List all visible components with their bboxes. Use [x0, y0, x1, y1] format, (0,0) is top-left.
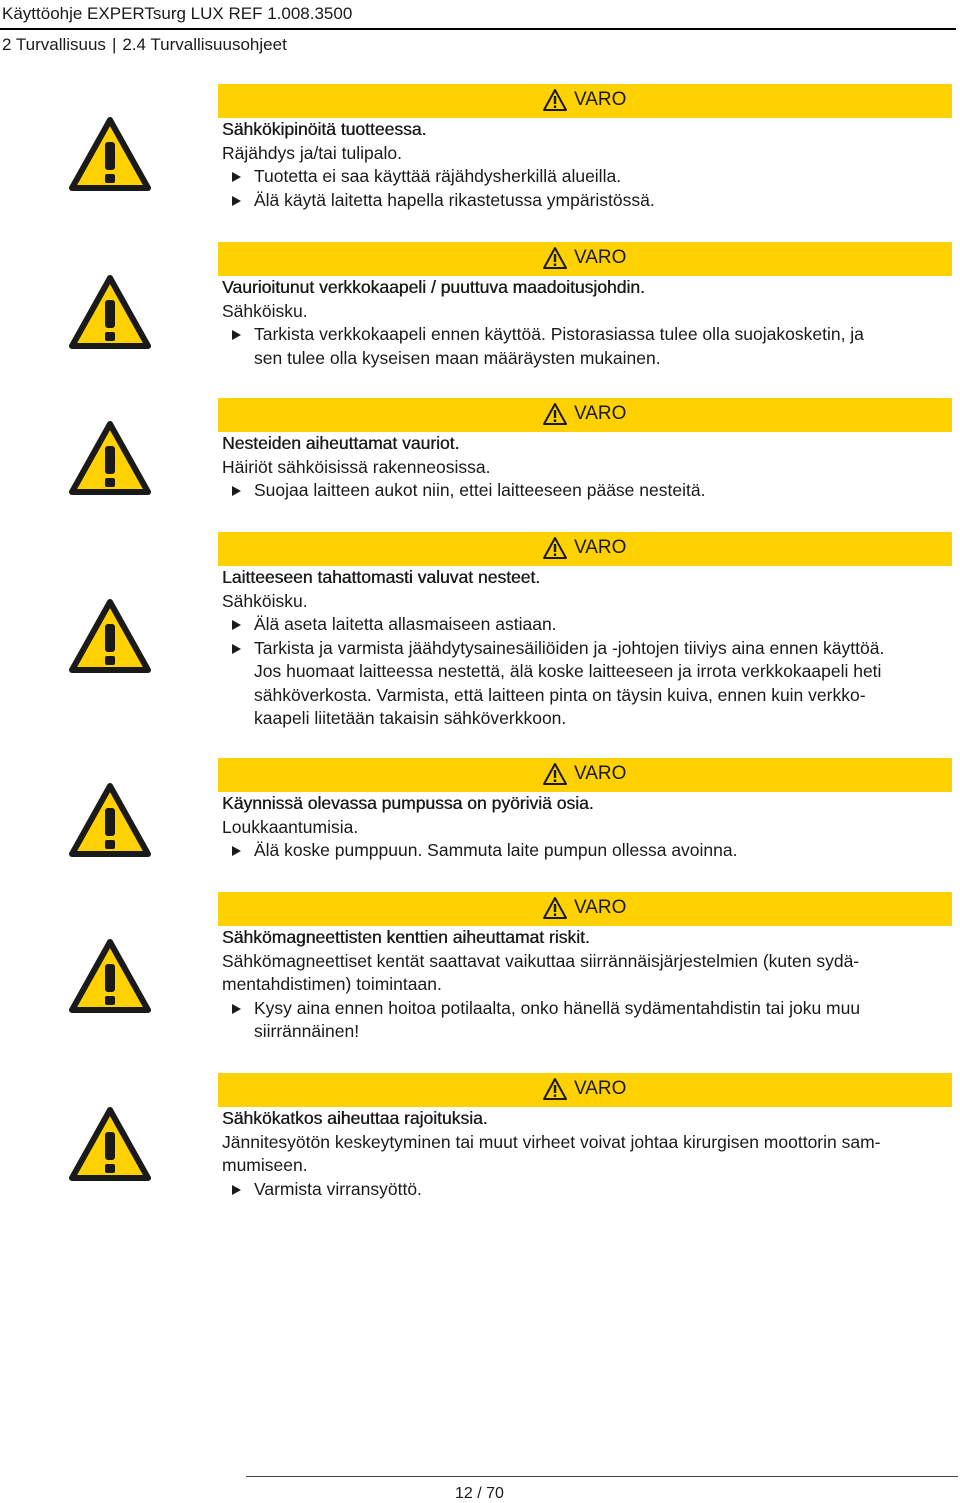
warning-content — [222, 792, 952, 863]
signal-word-group — [542, 762, 626, 786]
warning-action — [222, 479, 952, 503]
warning-action — [222, 637, 952, 731]
signal-word-group — [542, 536, 626, 560]
signal-word-group — [542, 1077, 626, 1101]
warning-action — [222, 613, 952, 637]
action-line: Kysy aina ennen hoitoa potilaalta, onko hänellä sydämentahdistin tai joku muu — [254, 997, 861, 1018]
warning-action — [222, 323, 952, 370]
right-triangle-bullet-icon — [232, 846, 241, 856]
small-warning-icon — [542, 896, 568, 920]
action-line: Älä käytä laitetta hapella rikastetussa ympäristössä. — [254, 189, 655, 210]
warning-signal-bar — [218, 242, 952, 276]
warning-consequence: Sähkömagneettiset kentät saattavat vaikuttaa siirrännäisjärjestelmien (kuten sydä- — [222, 950, 860, 971]
warning-title: Sähkömagneettisten kenttien aiheuttamat riskit. — [222, 927, 590, 947]
action-line: sähköverkosta. Varmista, että laitteen pinta on täysin kuiva, ennen kuin verkko- — [254, 684, 866, 705]
warning-signal-bar — [218, 758, 952, 792]
warning-content — [222, 276, 952, 370]
warning-signal-bar — [218, 532, 952, 566]
small-warning-icon — [542, 536, 568, 560]
right-triangle-bullet-icon — [232, 196, 241, 206]
warning-consequence: Loukkaantumisia. — [222, 816, 359, 837]
action-line: siirrännäinen! — [254, 1021, 360, 1041]
action-line: sen tulee olla kyseisen maan määräysten mukainen. — [254, 347, 661, 368]
signal-word: VARO — [574, 763, 627, 784]
right-triangle-bullet-icon — [232, 330, 241, 340]
header-divider — [0, 28, 956, 30]
warning-signal-bar — [218, 84, 952, 118]
warning-consequence: Sähköisku. — [222, 590, 308, 611]
signal-word-group — [542, 402, 626, 426]
breadcrumb-separator: | — [111, 35, 117, 54]
warning-title: Käynnissä olevassa pumpussa on pyöriviä osia. — [222, 793, 594, 813]
warning-triangle-icon — [68, 274, 152, 350]
warning-triangle-icon — [68, 598, 152, 674]
breadcrumb-subsection: 2.4 Turvallisuusohjeet — [122, 35, 287, 54]
warning-triangle-icon — [68, 782, 152, 858]
warning-consequence: Räjähdys ja/tai tulipalo. — [222, 142, 402, 163]
action-line: Varmista virransyöttö. — [254, 1178, 422, 1199]
warning-content — [222, 566, 952, 731]
warning-signal-bar — [218, 892, 952, 926]
action-line: Tarkista verkkokaapeli ennen käyttöä. Pistorasiassa tulee olla suojakosketin, ja — [254, 324, 864, 344]
warning-content — [222, 118, 952, 212]
document-title: Käyttöohje EXPERTsurg LUX REF 1.008.3500 — [2, 4, 353, 23]
small-warning-icon — [542, 1077, 568, 1101]
warning-consequence: mentahdistimen) toimintaan. — [222, 974, 442, 994]
right-triangle-bullet-icon — [232, 644, 241, 654]
warning-consequence: Jännitesyötön keskeytyminen tai muut virheet voivat johtaa kirurgisen moottorin sam- — [222, 1131, 881, 1152]
action-line: Älä koske pumppuun. Sammuta laite pumpun ollessa avoinna. — [254, 840, 738, 860]
signal-word: VARO — [574, 537, 627, 558]
warning-triangle-icon — [68, 1106, 152, 1182]
warning-action — [222, 165, 952, 189]
right-triangle-bullet-icon — [232, 620, 241, 630]
breadcrumb — [2, 35, 287, 55]
right-triangle-bullet-icon — [232, 1004, 241, 1014]
footer-divider — [246, 1476, 958, 1477]
warning-action — [222, 189, 952, 213]
signal-word-group — [542, 246, 626, 270]
warning-action — [222, 997, 952, 1044]
page-number: 12 / 70 — [455, 1485, 504, 1502]
small-warning-icon — [542, 88, 568, 112]
warning-triangle-icon — [68, 116, 152, 192]
small-warning-icon — [542, 402, 568, 426]
right-triangle-bullet-icon — [232, 1185, 241, 1195]
signal-word: VARO — [574, 403, 627, 424]
action-line: Jos huomaat laitteessa nestettä, älä koske laitteeseen ja irrota verkkokaapeli heti — [254, 661, 882, 681]
warning-consequence: Sähköisku. — [222, 300, 308, 321]
action-line: Tuotetta ei saa käyttää räjähdysherkillä alueilla. — [254, 166, 622, 186]
warning-content — [222, 926, 952, 1044]
signal-word-group — [542, 896, 626, 920]
warning-title: Vaurioitunut verkkokaapeli / puuttuva maadoitusjohdin. — [222, 277, 645, 297]
warning-content — [222, 1107, 952, 1201]
signal-word-group — [542, 88, 626, 112]
warning-title: Nesteiden aiheuttamat vauriot. — [222, 433, 460, 453]
action-line: Tarkista ja varmista jäähdytysainesäiliöiden ja -johtojen tiiviys aina ennen käyttöä. — [254, 637, 885, 658]
warning-action — [222, 1178, 952, 1202]
warning-consequence: Häiriöt sähköisissä rakenneosissa. — [222, 456, 491, 477]
breadcrumb-section: 2 Turvallisuus — [2, 35, 106, 54]
small-warning-icon — [542, 762, 568, 786]
right-triangle-bullet-icon — [232, 486, 241, 496]
right-triangle-bullet-icon — [232, 172, 241, 182]
warning-triangle-icon — [68, 938, 152, 1014]
warning-consequence: mumiseen. — [222, 1155, 308, 1175]
action-line: kaapeli liitetään takaisin sähköverkkoon. — [254, 708, 567, 728]
warning-content — [222, 432, 952, 503]
action-line: Älä aseta laitetta allasmaiseen astiaan. — [254, 614, 557, 634]
signal-word: VARO — [574, 1078, 627, 1099]
warning-action — [222, 839, 952, 863]
warning-title: Sähkökatkos aiheuttaa rajoituksia. — [222, 1108, 488, 1128]
warning-signal-bar — [218, 398, 952, 432]
signal-word: VARO — [574, 89, 627, 110]
action-line: Suojaa laitteen aukot niin, ettei laitteeseen pääse nesteitä. — [254, 480, 706, 500]
warning-triangle-icon — [68, 420, 152, 496]
small-warning-icon — [542, 246, 568, 270]
warning-title: Sähkökipinöitä tuotteessa. — [222, 119, 427, 139]
signal-word: VARO — [574, 897, 627, 918]
signal-word: VARO — [574, 247, 627, 268]
warning-title: Laitteeseen tahattomasti valuvat nesteet. — [222, 567, 541, 587]
warning-signal-bar — [218, 1073, 952, 1107]
